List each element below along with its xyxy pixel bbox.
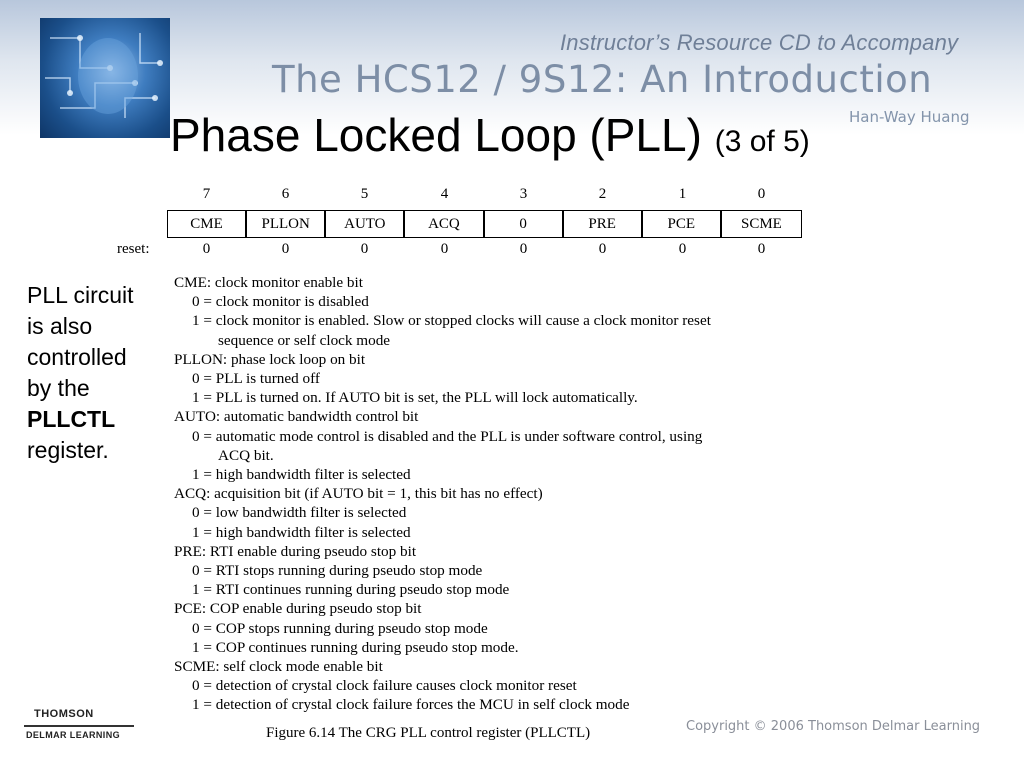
register-field: CME bbox=[168, 211, 247, 237]
bit-number: 0 bbox=[757, 186, 766, 202]
slide-title-main: Phase Locked Loop (PLL) bbox=[170, 109, 702, 161]
logo-rule bbox=[24, 725, 134, 727]
bit-number: 7 bbox=[202, 186, 211, 202]
reset-value: 0 bbox=[519, 241, 528, 257]
bit-description-heading: PLLON: phase lock loop on bit bbox=[174, 350, 366, 368]
register-field: PCE bbox=[643, 211, 722, 237]
bit-description-line: 1 = clock monitor is enabled. Slow or stopped clocks will cause a clock monitor reset bbox=[192, 312, 711, 330]
bit-description-heading: PRE: RTI enable during pseudo stop bit bbox=[174, 542, 417, 560]
reset-value: 0 bbox=[202, 241, 211, 257]
bit-description-line: 0 = low bandwidth filter is selected bbox=[192, 504, 407, 522]
bit-description-line: 1 = PLL is turned on. If AUTO bit is set, the PLL will lock automatically. bbox=[192, 389, 638, 407]
register-field: 0 bbox=[485, 211, 564, 237]
slide-title-suffix: (3 of 5) bbox=[714, 125, 810, 158]
bit-description-line: 0 = automatic mode control is disabled and the PLL is under software control, using bbox=[192, 427, 703, 445]
register-field: PRE bbox=[564, 211, 643, 237]
reset-value: 0 bbox=[360, 241, 369, 257]
bit-description-line: 0 = RTI stops running during pseudo stop mode bbox=[192, 562, 483, 580]
reset-label: reset: bbox=[117, 241, 150, 257]
bit-description-line: 1 = RTI continues running during pseudo stop mode bbox=[192, 581, 510, 599]
book-cover-image bbox=[40, 18, 170, 138]
reset-value: 0 bbox=[598, 241, 607, 257]
bit-description-heading: SCME: self clock mode enable bit bbox=[174, 658, 383, 676]
bit-number: 6 bbox=[281, 186, 290, 202]
bit-description-heading: AUTO: automatic bandwidth control bit bbox=[174, 408, 419, 426]
publisher-imprint: DELMAR LEARNING bbox=[26, 730, 120, 740]
bit-description-line: 0 = clock monitor is disabled bbox=[192, 293, 369, 311]
reset-value: 0 bbox=[281, 241, 290, 257]
bit-description-line: 0 = PLL is turned off bbox=[192, 370, 320, 388]
bit-description-heading: ACQ: acquisition bit (if AUTO bit = 1, this bit has no effect) bbox=[174, 485, 543, 503]
bit-description-line: 1 = detection of crystal clock failure forces the MCU in self clock mode bbox=[192, 696, 630, 714]
side-note-line: PLL circuit bbox=[27, 282, 134, 308]
register-field: ACQ bbox=[405, 211, 484, 237]
bit-description-heading: CME: clock monitor enable bit bbox=[174, 274, 363, 291]
author-name: Han-Way Huang bbox=[849, 108, 970, 126]
bit-number: 2 bbox=[598, 186, 607, 202]
bit-description-line: 1 = COP continues running during pseudo stop mode. bbox=[192, 638, 519, 656]
publisher-name: THOMSON bbox=[34, 708, 94, 720]
bit-description-line: 0 = detection of crystal clock failure causes clock monitor reset bbox=[192, 677, 577, 695]
bit-description-line: 1 = high bandwidth filter is selected bbox=[192, 523, 411, 541]
register-field: SCME bbox=[741, 216, 782, 232]
bit-description-line: 0 = COP stops running during pseudo stop mode bbox=[192, 619, 488, 637]
reset-value: 0 bbox=[678, 241, 687, 257]
register-field: PLLON bbox=[247, 211, 326, 237]
register-field: AUTO bbox=[326, 211, 405, 237]
slide-title bbox=[170, 108, 810, 162]
side-note-line: by the bbox=[27, 375, 90, 401]
side-note-line: register. bbox=[27, 437, 109, 463]
reset-value: 0 bbox=[757, 241, 766, 257]
series-subtitle: Instructor’s Resource CD to Accompany bbox=[560, 30, 959, 55]
side-note-line: is also bbox=[27, 313, 93, 339]
bit-description-line: ACQ bit. bbox=[218, 446, 274, 464]
bit-description-line: sequence or self clock mode bbox=[218, 331, 391, 349]
side-note bbox=[27, 280, 162, 466]
bit-number: 3 bbox=[519, 186, 528, 202]
bit-number: 1 bbox=[678, 186, 687, 202]
bit-description-list bbox=[174, 273, 864, 715]
bit-description-line: 1 = high bandwidth filter is selected bbox=[192, 466, 411, 484]
side-note-line: controlled bbox=[27, 344, 127, 370]
bit-number: 4 bbox=[440, 186, 449, 202]
side-note-register-name: PLLCTL bbox=[27, 406, 116, 432]
figure-caption: Figure 6.14 The CRG PLL control register (PLLCTL) bbox=[266, 725, 591, 741]
reset-value: 0 bbox=[440, 241, 449, 257]
bit-number: 5 bbox=[360, 186, 369, 202]
book-title: The HCS12 / 9S12: An Introduction bbox=[272, 58, 933, 101]
register-diagram bbox=[167, 210, 802, 238]
bit-description-heading: PCE: COP enable during pseudo stop bit bbox=[174, 600, 422, 618]
copyright-notice: Copyright © 2006 Thomson Delmar Learning bbox=[686, 719, 981, 734]
publisher-logo bbox=[24, 708, 134, 742]
